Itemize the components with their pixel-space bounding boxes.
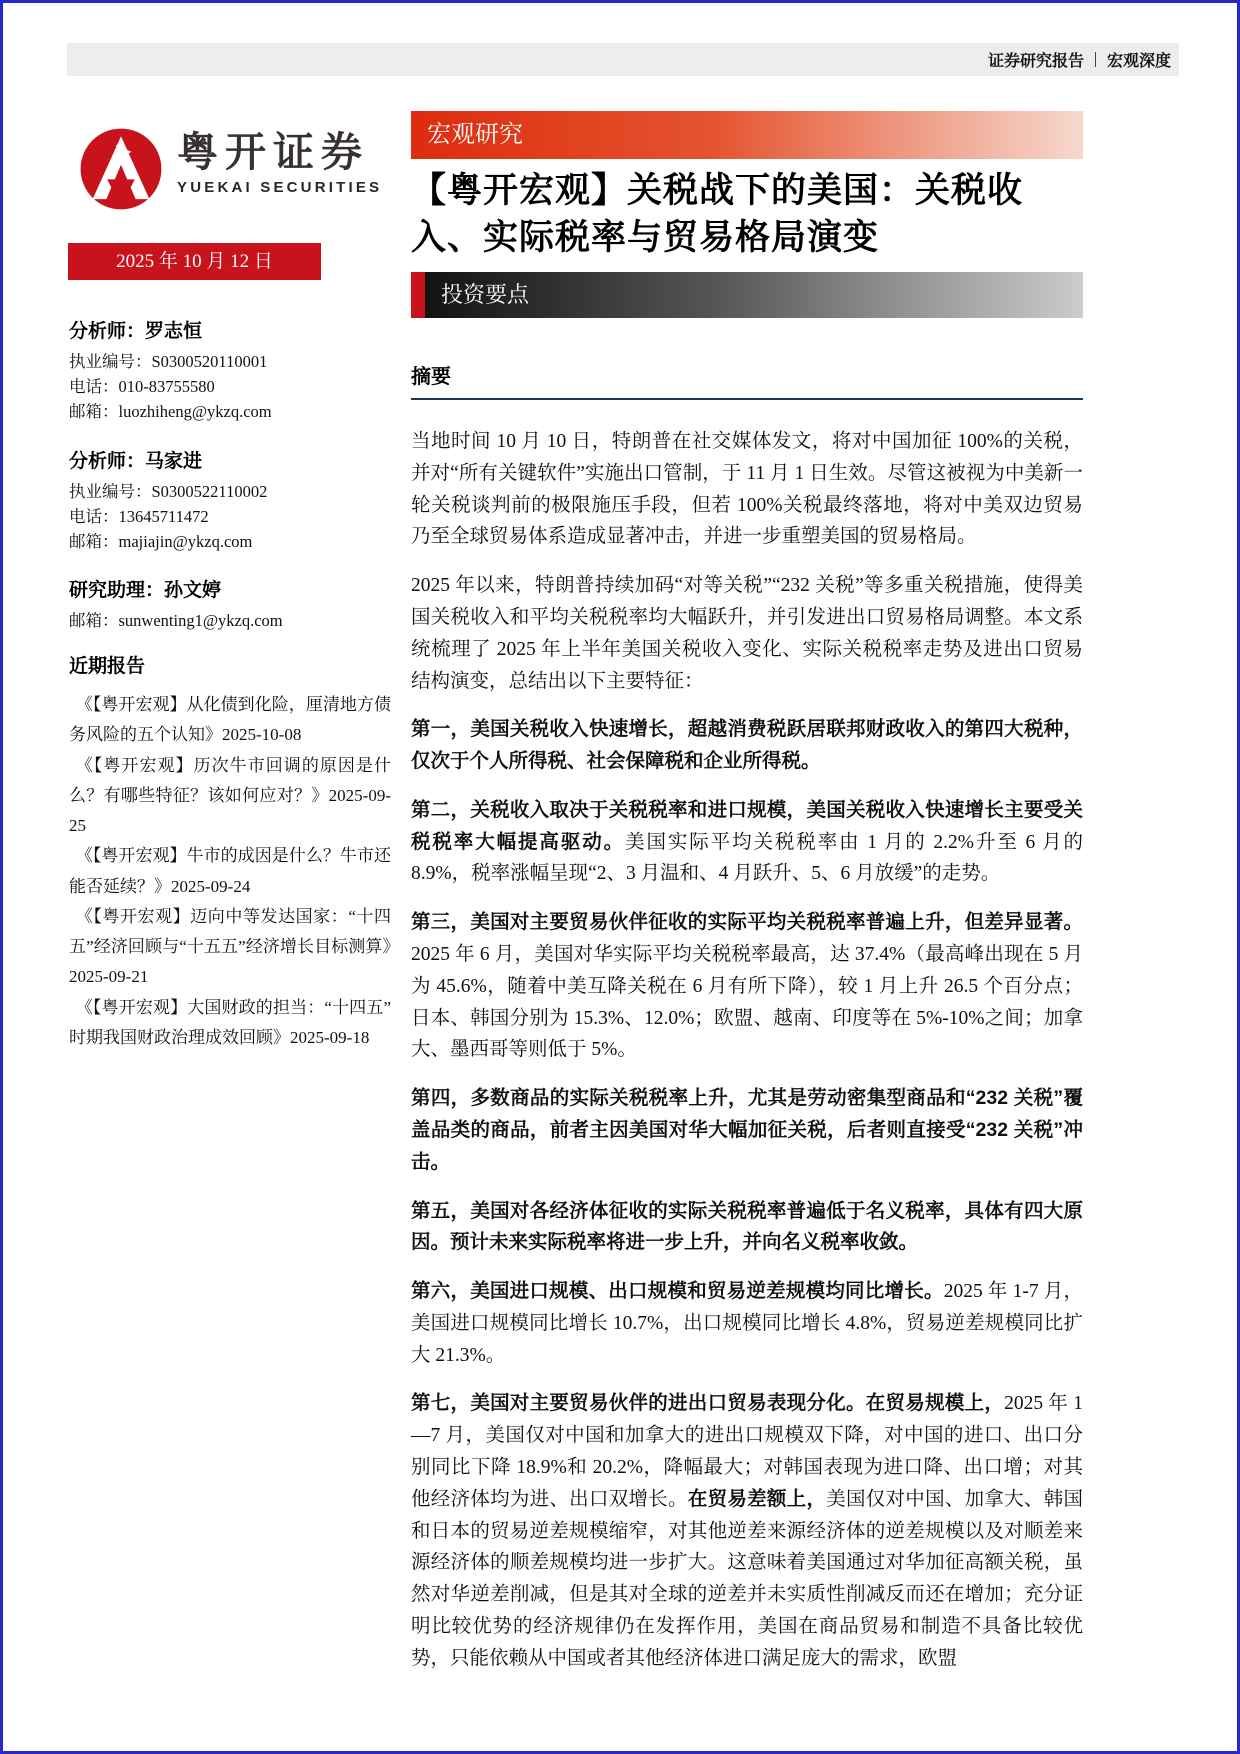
paragraph-segment: 在贸易差额上，	[687, 1487, 827, 1510]
report-item: 《【粤开宏观】大国财政的担当：“十四五”时期我国财政治理成效回顾》2025-09-18	[69, 997, 391, 1047]
paragraph-segment: 第七，美国对主要贸易伙伴的进出口贸易表现分化。在贸易规模上，	[411, 1392, 1005, 1415]
analyst-role: 分析师：马家进	[69, 450, 203, 472]
report-item: 《【粤开宏观】牛市的成因是什么？牛市还能否延续？》2025-09-24	[69, 846, 391, 896]
category-banner: 宏观研究	[411, 111, 1083, 159]
main-content	[411, 111, 1083, 1691]
summary-paragraph	[411, 795, 1083, 890]
report-item: 《【粤开宏观】从化债到化险，厘清地方债务风险的五个认知》2025-10-08	[69, 695, 391, 745]
report-item: 《【粤开宏观】历次牛市回调的原因是什么？有哪些特征？该如何应对？》2025-09-25	[69, 755, 391, 835]
paragraph-segment: 第三，美国对主要贸易伙伴征收的实际平均关税税率普遍上升，但差异显著。	[411, 911, 1083, 934]
paragraph-segment: 第四，多数商品的实际关税税率上升，尤其是劳动密集型商品和“232 关税”覆盖品类的商品，前者主因美国对华大幅加征关税，后者则直接受“232 关税”冲击。	[411, 1087, 1083, 1173]
analyst-info-line: 邮箱：majiajin@ykzq.com	[69, 532, 253, 552]
analyst-role: 研究助理：孙文婷	[69, 580, 222, 602]
summary-paragraph	[411, 1196, 1083, 1260]
header-divider	[1095, 52, 1096, 67]
analyst-info-line: 执业编号：S0300520110001	[69, 352, 268, 371]
paragraph-segment: 第一，美国关税收入快速增长，超越消费税跃居联邦财政收入的第四大税种，仅次于个人所得税、社会保障税和企业所得税。	[411, 718, 1083, 773]
analyst-block	[69, 316, 391, 425]
brand-logo-icon	[75, 126, 167, 212]
analyst-block	[69, 575, 391, 633]
report-type-header	[67, 43, 1179, 76]
paragraph-segment: 2025 年 1—7 月，美国仅对中国和加拿大的进出口规模双下降，对中国的进口、出口分别同比下降 18.9%和 20.2%，降幅最大；对韩国表现为进口降、出口增；对其他经济体均为进、出口双增长。	[411, 1393, 1083, 1510]
header-label-secondary: 宏观深度	[1106, 53, 1171, 70]
summary-paragraph	[411, 426, 1083, 553]
analyst-info-line: 执业编号：S0300522110002	[69, 481, 268, 501]
summary-paragraph	[411, 1388, 1083, 1674]
brand-name	[177, 126, 382, 196]
summary-body	[411, 426, 1083, 1674]
brand-name-en: YUEKAI SECURITIES	[177, 179, 383, 197]
paragraph-segment: 第二，关税收入取决于关税税率和进口规模，美国关税收入快速增长主要受关税税率大幅提高驱动。	[411, 798, 1083, 853]
paragraph-segment: 美国仅对中国、加拿大、韩国和日本的贸易逆差规模缩窄，对其他逆差来源经济体的逆差规模以及对顺差来源经济体的顺差规模均进一步扩大。这意味着美国通过对华加征高额关税，虽然对华逆差削减，但是其对全球的逆差并未实质性削减反而还在增加；充分证明比较优势的经济规律仍在发挥作用，美国在商品贸易和制造不具备比较优势，只能依赖从中国或者其他经济体进口满足庞大的需求，欧盟	[411, 1488, 1083, 1669]
paragraph-segment: 美国实际平均关税税率由 1 月的 2.2%升至 6 月的 8.9%，税率涨幅呈现“2、3 月温和、4 月跃升、5、6 月放缓”的走势。	[411, 831, 1083, 885]
summary-paragraph	[411, 570, 1083, 697]
paragraph-segment: 当地时间 10 月 10 日，特朗普在社交媒体发文，将对中国加征 100%的关税，并对“所有关键软件”实施出口管制，于 11 月 1 日生效。尽管这被视为中美新一轮关税谈判前的极限施压手段，但若 100%关税最终落地，将对中美双边贸易乃至全球贸易体系造成显著冲击，并进一步重塑美国的贸易格局。	[411, 431, 1083, 548]
paragraph-segment: 2025 年 6 月，美国对华实际平均关税税率最高，达 37.4%（最高峰出现在 5 月为 45.6%，随着中美互降关税在 6 月有所下降），较 1 月上升 26.5 个百分点；日本、韩国分别为 15.3%、12.0%；欧盟、越南、印度等在 5%-10%之间；加拿大、墨西哥等则低于 5%。	[411, 944, 1083, 1061]
paragraph-segment: 第五，美国对各经济体征收的实际关税税率普遍低于名义税率，具体有四大原因。预计未来实际税率将进一步上升，并向名义税率收敛。	[411, 1199, 1083, 1254]
summary-paragraph	[411, 907, 1083, 1066]
recent-reports-section	[69, 651, 391, 1053]
summary-title: 摘要	[411, 360, 1083, 400]
analyst-info-line: 邮箱：sunwenting1@ykzq.com	[69, 611, 283, 631]
brand-logo	[75, 126, 395, 212]
analyst-block	[69, 446, 391, 555]
paragraph-segment: 第六，美国进口规模、出口规模和贸易逆差规模均同比增长。	[411, 1280, 944, 1303]
analyst-role: 分析师：罗志恒	[69, 321, 203, 342]
section-banner: 投资要点	[411, 272, 1083, 318]
analyst-info-line: 邮箱：luozhiheng@ykzq.com	[69, 402, 272, 422]
summary-paragraph	[411, 1083, 1083, 1178]
page-title: 【粤开宏观】关税战下的美国：关税收入、实际税率与贸易格局演变	[411, 171, 1024, 257]
analyst-info-line: 电话：010-83755580	[69, 377, 215, 397]
report-date-badge: 2025 年 10 月 12 日	[68, 243, 321, 280]
summary-paragraph	[411, 1276, 1083, 1371]
report-item: 《【粤开宏观】迈向中等发达国家：“十四五”经济回顾与“十五五”经济增长目标测算》2025-09-21	[69, 906, 391, 987]
brand-name-cn: 粤开证券	[177, 129, 369, 175]
paragraph-segment: 2025 年 1-7 月，美国进口规模同比增长 10.7%，出口规模同比增长 4.8%，贸易逆差规模同比扩大 21.3%。	[411, 1281, 1083, 1366]
summary-paragraph	[411, 714, 1083, 778]
recent-reports-title: 近期报告	[69, 656, 146, 677]
header-label-primary: 证券研究报告	[987, 53, 1084, 70]
analysts-section	[69, 316, 391, 655]
paragraph-segment: 2025 年以来，特朗普持续加码“对等关税”“232 关税”等多重关税措施，使得美国关税收入和平均关税税率均大幅跃升，并引发进出口贸易格局调整。本文系统梳理了 2025 年上半年美国关税收入变化、实际关税税率走势及进出口贸易结构演变，总结出以下主要特征：	[411, 575, 1083, 692]
recent-reports-list	[69, 690, 391, 1053]
analyst-info-line: 电话：13645711472	[69, 506, 209, 526]
